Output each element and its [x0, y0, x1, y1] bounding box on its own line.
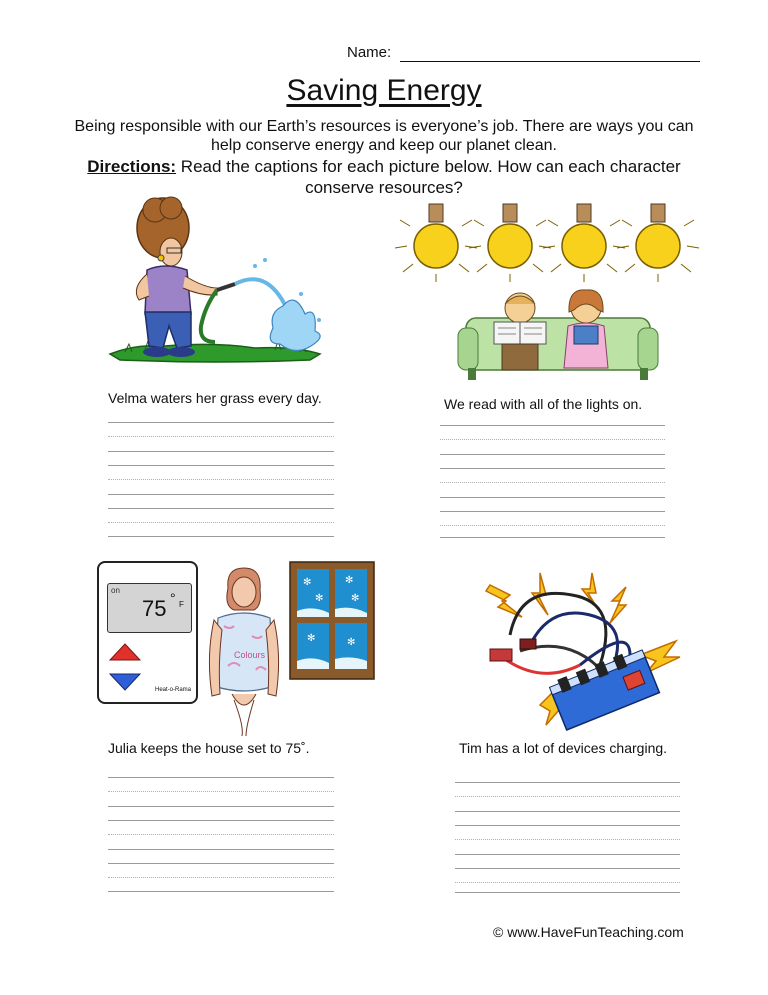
- writing-line: [108, 806, 334, 807]
- julia-illustration: [206, 566, 282, 738]
- power-strip-illustration: [480, 565, 680, 735]
- writing-line: [440, 497, 665, 498]
- writing-line: [108, 422, 334, 423]
- writing-line: [440, 511, 665, 512]
- caption-julia: Julia keeps the house set to 75˚.: [108, 740, 310, 756]
- writing-line: [108, 820, 334, 821]
- writing-line: [440, 537, 665, 538]
- writing-line: [455, 868, 680, 869]
- thermostat-display: [107, 583, 192, 633]
- writing-line: [440, 468, 665, 469]
- velma-watering-illustration: [105, 196, 335, 366]
- writing-guide-line: [108, 877, 334, 878]
- directions-text: Read the captions for each picture below. How can each character conserve resources?: [176, 157, 681, 197]
- up-arrow-icon: [109, 643, 141, 661]
- writing-guide-line: [440, 439, 665, 440]
- svg-text:✻: ✻: [303, 577, 312, 588]
- writing-line: [108, 891, 334, 892]
- writing-guide-line: [108, 436, 334, 437]
- svg-text:✻: ✻: [347, 637, 356, 648]
- writing-guide-line: [108, 522, 334, 523]
- thermostat-unit: F: [179, 600, 184, 609]
- thermostat: [97, 561, 198, 704]
- writing-guide-line: [455, 796, 680, 797]
- writing-line: [108, 536, 334, 537]
- writing-line: [455, 892, 680, 893]
- shirt-text: Colours: [234, 650, 266, 660]
- writing-line: [108, 777, 334, 778]
- svg-text:✻: ✻: [345, 575, 354, 586]
- svg-text:✻: ✻: [315, 593, 324, 604]
- writing-line: [455, 825, 680, 826]
- caption-tim: Tim has a lot of devices charging.: [459, 740, 668, 756]
- svg-text:✻: ✻: [351, 593, 360, 604]
- writing-line: [108, 849, 334, 850]
- page-title: Saving Energy: [286, 74, 482, 107]
- thermostat-brand: Heat-o-Rama: [155, 687, 192, 693]
- writing-guide-line: [440, 525, 665, 526]
- writing-guide-line: [455, 882, 680, 883]
- writing-guide-line: [440, 482, 665, 483]
- kids-reading-on-couch-illustration: [458, 288, 658, 384]
- thermostat-temperature: 75: [142, 596, 167, 621]
- caption-lights: We read with all of the lights on.: [444, 396, 643, 412]
- writing-line: [455, 811, 680, 812]
- writing-line: [440, 454, 665, 455]
- name-line: [400, 61, 700, 62]
- writing-line: [108, 508, 334, 509]
- thermostat-mode: on: [111, 586, 120, 595]
- writing-guide-line: [108, 479, 334, 480]
- writing-line: [440, 425, 665, 426]
- snowy-window-illustration: [289, 561, 375, 680]
- writing-guide-line: [108, 834, 334, 835]
- svg-text:✻: ✻: [307, 633, 316, 644]
- name-field: [347, 44, 707, 61]
- writing-line: [108, 494, 334, 495]
- writing-line: [108, 451, 334, 452]
- name-label: Name:: [347, 44, 392, 61]
- copyright-footer: © www.HaveFunTeaching.com: [493, 924, 684, 940]
- directions: [60, 156, 708, 198]
- writing-guide-line: [108, 791, 334, 792]
- writing-guide-line: [455, 839, 680, 840]
- writing-line: [455, 854, 680, 855]
- down-arrow-icon: [109, 673, 141, 691]
- lightbulbs-illustration: [395, 200, 695, 285]
- degree-symbol: °: [170, 590, 176, 606]
- intro-text: Being responsible with our Earth’s resources is everyone’s job. There are ways you can help conserve energy and keep our planet clean.: [74, 118, 694, 154]
- caption-velma: Velma waters her grass every day.: [108, 390, 322, 406]
- writing-line: [108, 465, 334, 466]
- directions-label: Directions:: [87, 157, 177, 176]
- writing-line: [455, 782, 680, 783]
- writing-line: [108, 863, 334, 864]
